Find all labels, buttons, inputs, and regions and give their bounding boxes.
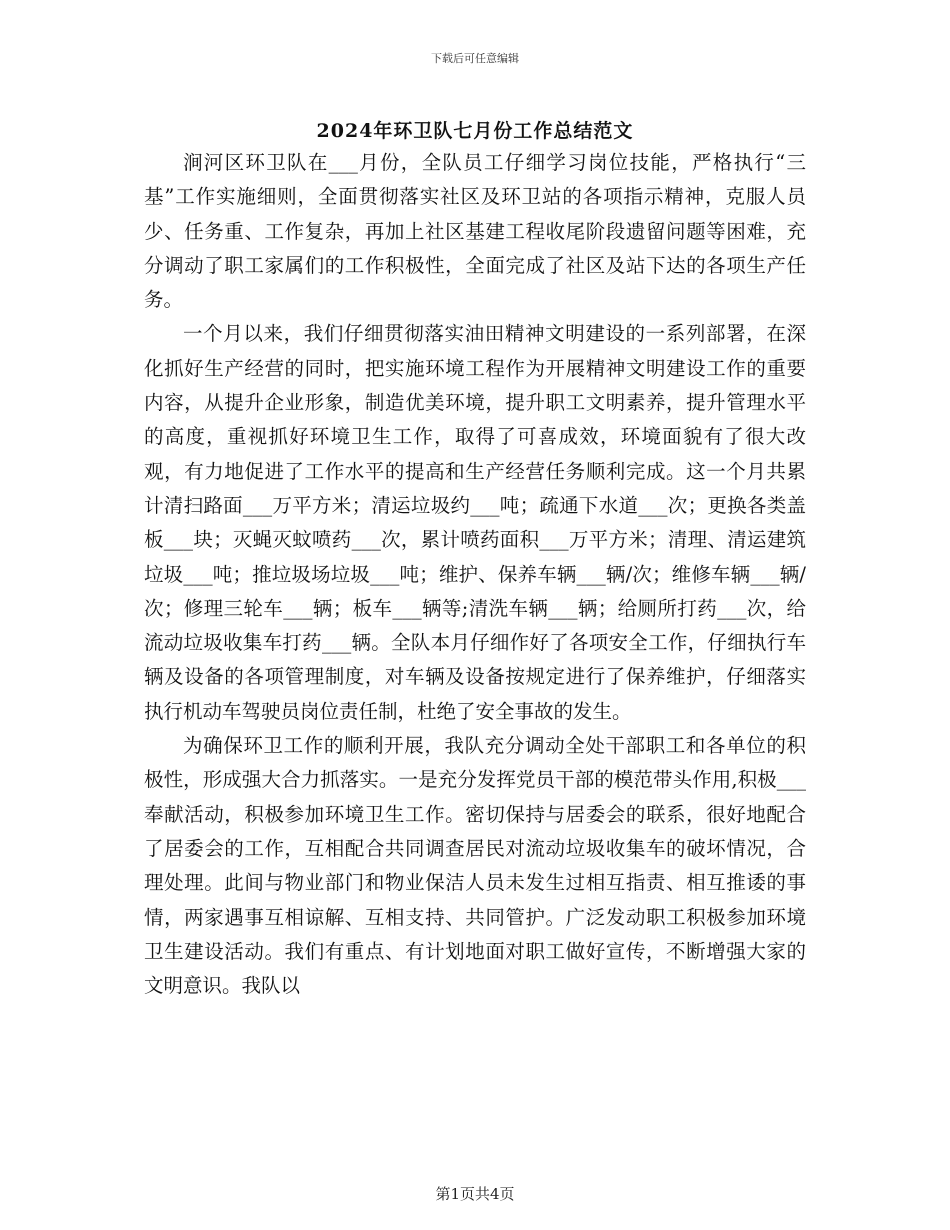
paragraph-3: 为确保环卫工作的顺利开展，我队充分调动全处干部职工和各单位的积极性，形成强大合力抓落实。一是充分发挥党员干部的模范带头作用,积极___奉献活动，积极参加环境卫生工作。密切保持与居委会的联系，很好地配合了居委会的工作，互相配合共同调查居民对流动垃圾收集车的破坏情况，合理处理。此间与物业部门和物业保洁人员未发生过相互指责、相互推诿的事情，两家遇事互相谅解、互相支持、共同管护。广泛发动职工积极参加环境卫生建设活动。我们有重点、有计划地面对职工做好宣传，不断增强大家的文明意识。我队以 (144, 734, 806, 998)
document-title: 2024年环卫队七月份工作总结范文 (316, 120, 634, 142)
paragraph-2: 一个月以来，我们仔细贯彻落实油田精神文明建设的一系列部署，在深化抓好生产经营的同时，把实施环境工程作为开展精神文明建设工作的重要内容，从提升企业形象，制造优美环境，提升职工文明素养，提升管理水平的高度，重视抓好环境卫生工作，取得了可喜成效，环境面貌有了很大改观，有力地促进了工作水平的提高和生产经营任务顺利完成。这一个月共累计清扫路面___万平方米；清运垃圾约___吨；疏通下水道___次；更换各类盖板___块；灭蝇灭蚊喷药___次，累计喷药面积___万平方米；清理、清运建筑垃圾___吨；推垃圾场垃圾___吨；维护、保养车辆___辆/次；维修车辆___辆/次；修理三轮车___辆；板车___辆等;清洗车辆___辆；给厕所打药___次，给流动垃圾收集车打药___辆。全队本月仔细作好了各项安全工作，仔细执行车辆及设备的各项管理制度，对车辆及设备按规定进行了保养维护，仔细落实执行机动车驾驶员岗位责任制，杜绝了安全事故的发生。 (144, 322, 806, 723)
paragraph-1: 涧河区环卫队在___月份，全队员工仔细学习岗位技能，严格执行“三基”工作实施细则，全面贯彻落实社区及环卫站的各项指示精神，克服人员少、任务重、工作复杂，再加上社区基建工程收尾阶段遗留问题等困难，充分调动了职工家属们的工作积极性，全面完成了社区及站下达的各项生产任务。 (144, 151, 806, 312)
page-footer-number: 第1页共4页 (435, 1185, 515, 1203)
document-body (144, 146, 806, 1003)
page-header-note: 下载后可任意编辑 (431, 52, 519, 65)
